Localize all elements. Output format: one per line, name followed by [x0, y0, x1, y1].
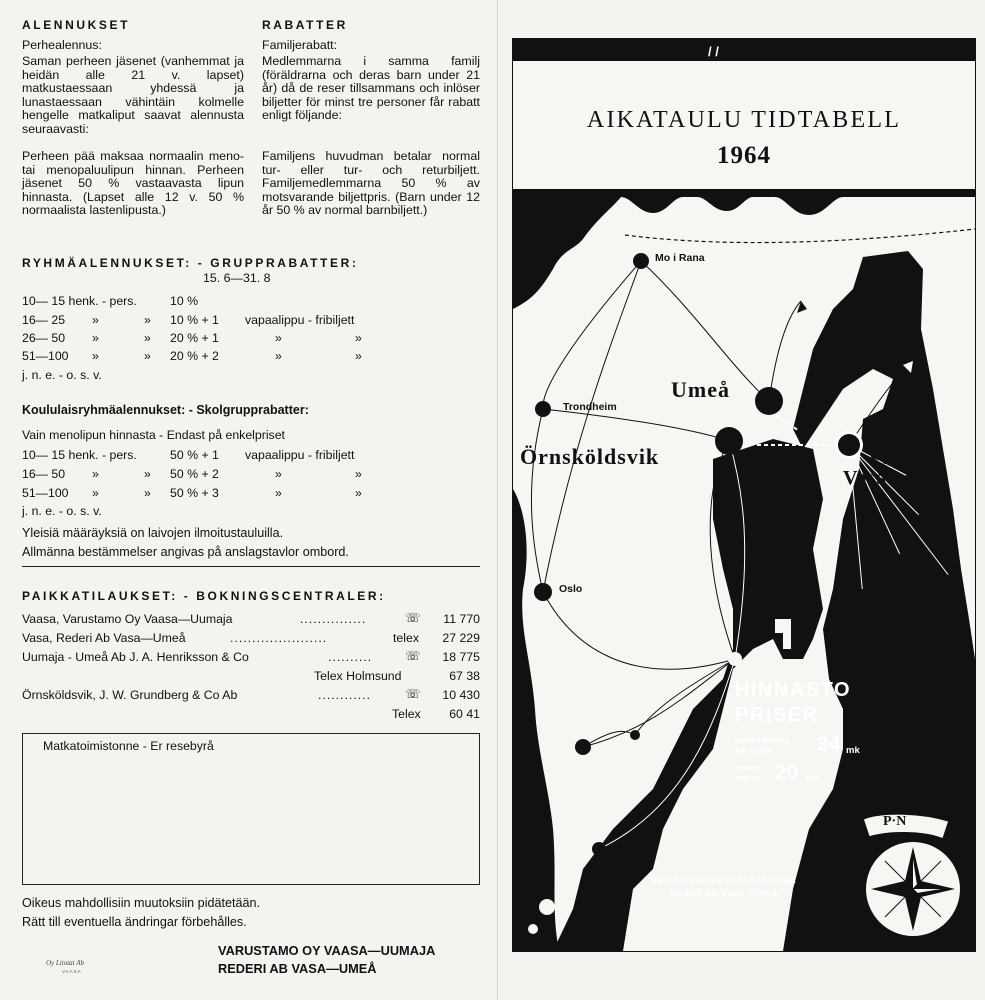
- school-row-ditto: »: [355, 486, 362, 500]
- printer-city: VAASA: [62, 969, 82, 974]
- page-fold: [497, 0, 498, 1000]
- route-map: [513, 189, 975, 951]
- group-row-ditto: »: [144, 313, 151, 327]
- school-row-extra: vapaalippu - fribiljett: [245, 448, 355, 462]
- school-row-ditto: »: [144, 467, 151, 481]
- price-title-sv: PRISER: [735, 704, 819, 726]
- return-label-sv: tur-retur: [735, 745, 773, 756]
- company-name-fi: VARUSTAMO OY VAASA—UUMAJA: [218, 943, 436, 958]
- family-discount-subheading-fi: Perhealennus:: [22, 38, 102, 52]
- group-row-rate: 10 % + 1: [170, 313, 219, 327]
- single-label-fi: meno: [735, 763, 761, 774]
- city-label-vaasa: Vaasa: [867, 444, 928, 469]
- booking-office-number: 10 430: [442, 688, 480, 702]
- school-row-rate: 50 % + 3: [170, 486, 219, 500]
- city-label-trondheim: Trondheim: [563, 401, 617, 413]
- booking-office-number: 18 775: [442, 650, 480, 664]
- cover-company-fi: Varustamo Oy Vaasa-Uumaja: [650, 874, 796, 886]
- school-row-range: 51—100: [22, 486, 69, 500]
- cover-company-sv: Rederi Ab Vasa-Umeå: [668, 887, 778, 899]
- booking-office-number: 27 229: [442, 631, 480, 645]
- booking-office-number: 60 41: [449, 707, 480, 721]
- group-row-ditto: »: [92, 349, 99, 363]
- single-price-currency: mk: [806, 773, 820, 784]
- booking-leader-dots: ...............: [300, 612, 367, 626]
- booking-office-name: Vaasa, Varustamo Oy Vaasa—Uumaja: [22, 612, 233, 626]
- city-label-ornskoldsvik: Örnsköldsvik: [520, 444, 660, 469]
- group-row-extra: vapaalippu - fribiljett: [245, 313, 355, 327]
- compass-rose-icon: [865, 841, 961, 937]
- group-row-range: 26— 50: [22, 331, 66, 345]
- booking-office-number: 11 770: [443, 612, 480, 626]
- printer-mark: Oy Litotat Ab: [46, 959, 84, 967]
- general-notice-fi: Yleisiä määräyksiä on laivojen ilmoitustauluilla.: [22, 526, 284, 540]
- family-discount-terms-fi: Perheen pää maksaa normaalin meno- tai menopaluulipun hinnan. Perheen jäsenet 50 % vastaavasta lipun hinnasta. (Lapset alle 12 v. 50 % normaalista lastenlipusta.): [22, 149, 244, 218]
- booking-leader-dots: ......................: [230, 631, 328, 645]
- school-row-ditto: »: [144, 486, 151, 500]
- school-row-ditto: »: [275, 467, 282, 481]
- group-row-rate: 20 % + 1: [170, 331, 219, 345]
- family-discount-terms-sv: Familjens huvudman betalar normal tur- eller tur- och returbiljett. Familjemedlemmarna 50 % av motsvarande biljettpris. (Barn under 12 år 50 % av normal barnbiljett.): [262, 149, 480, 218]
- phone-icon: ☏: [405, 687, 421, 701]
- section-divider: [22, 566, 480, 567]
- city-label-umea: Umeå: [671, 377, 730, 402]
- single-label-sv: enkel: [735, 773, 760, 784]
- group-etc: j. n. e. - o. s. v.: [22, 368, 102, 382]
- booking-leader-dots: ............: [318, 688, 371, 702]
- group-discount-period: 15. 6—31. 8: [203, 271, 271, 285]
- booking-office-number: 67 38: [449, 669, 480, 683]
- family-discount-text-fi: Saman perheen jäsenet (vanhemmat ja heidän alle 21 v. lapset) matkustaessaan yhdessä ja lunastaessaan vähintäin kolmelle hengelle matkaliput saavat alennusta seuraavasti:: [22, 54, 244, 136]
- group-row-range: 51—100: [22, 349, 69, 363]
- discounts-heading-sv: RABATTER: [262, 18, 348, 32]
- booking-office-name: Vasa, Rederi Ab Vasa—Umeå: [22, 631, 186, 645]
- cover-year: 1964: [717, 142, 771, 169]
- group-row-ditto: »: [144, 331, 151, 345]
- booking-heading: PAIKKATILAUKSET: - BOKNINGSCENTRALER:: [22, 589, 386, 603]
- group-discounts-heading: RYHMÄALENNUKSET: - GRUPPRABATTER:: [22, 256, 359, 270]
- school-etc: j. n. e. - o. s. v.: [22, 504, 102, 518]
- booking-leader-dots: ..........: [328, 650, 373, 664]
- shipping-line-logo: P·N: [883, 814, 907, 829]
- group-row-rate: 20 % + 2: [170, 349, 219, 363]
- return-label-fi: meno-paluu: [735, 735, 789, 746]
- phone-icon: ☏: [405, 649, 421, 663]
- phone-icon: ☏: [405, 611, 421, 625]
- travel-agent-label: Matkatoimistonne - Er resebyrå: [43, 739, 214, 753]
- discounts-heading-fi: ALENNUKSET: [22, 18, 131, 32]
- rights-notice-fi: Oikeus mahdollisiin muutoksiin pidätetään.: [22, 896, 261, 910]
- school-row-ditto: »: [275, 486, 282, 500]
- booking-office-name: Telex Holmsund: [314, 669, 402, 683]
- booking-office-name: Örnsköldsvik, J. W. Grundberg & Co Ab: [22, 688, 238, 702]
- cover-title: AIKATAULU TIDTABELL: [586, 107, 902, 133]
- city-label-mo-i-rana: Mo i Rana: [655, 252, 705, 264]
- school-row-range: 10— 15 henk. - pers.: [22, 448, 137, 462]
- group-row-ditto: »: [355, 331, 362, 345]
- school-row-ditto: »: [355, 467, 362, 481]
- group-row-range: 10— 15 henk. - pers.: [22, 294, 137, 308]
- booking-office-name: Telex: [392, 707, 421, 721]
- group-row-ditto: »: [92, 313, 99, 327]
- travel-agent-stamp-box: [22, 733, 480, 885]
- cover-panel: [512, 38, 976, 952]
- group-row-ditto: »: [144, 349, 151, 363]
- general-notice-sv: Allmänna bestämmelser angivas på anslagstavlor ombord.: [22, 545, 349, 559]
- cover-top-band: [513, 39, 975, 61]
- school-row-ditto: »: [92, 486, 99, 500]
- school-discount-note: Vain menolipun hinnasta - Endast på enkelpriset: [22, 428, 285, 442]
- single-price: 20: [775, 761, 799, 784]
- group-row-range: 16— 25: [22, 313, 66, 327]
- group-row-ditto: »: [92, 331, 99, 345]
- city-label-vasa: Vasa: [843, 467, 888, 489]
- return-price-currency: mk: [846, 745, 860, 756]
- school-discounts-heading: Koululaisryhmäalennukset: - Skolgrupprabatter:: [22, 403, 309, 417]
- company-name-sv: REDERI AB VASA—UMEÅ: [218, 961, 377, 976]
- booking-office-name: Uumaja - Umeå Ab J. A. Henriksson & Co: [22, 650, 249, 664]
- group-row-rate: 10 %: [170, 294, 199, 308]
- family-discount-text-sv: Medlemmarna i samma familj (föräldrarna och deras barn under 21 år) då de reser tillsammans och inlöser biljetter för minst tre personer får rabatt enligt följande:: [262, 54, 480, 123]
- group-row-ditto: »: [275, 331, 282, 345]
- school-row-range: 16— 50: [22, 467, 66, 481]
- return-price: 34: [817, 733, 841, 756]
- school-row-ditto: »: [92, 467, 99, 481]
- rights-notice-sv: Rätt till eventuella ändringar förbehålles.: [22, 915, 247, 929]
- price-title-fi: HINNASTO: [735, 679, 852, 701]
- booking-office-kind: telex: [393, 631, 419, 645]
- family-discount-subheading-sv: Familjerabatt:: [262, 38, 338, 52]
- cover-band-mark: / /: [708, 44, 719, 59]
- group-row-ditto: »: [355, 349, 362, 363]
- city-label-oslo: Oslo: [559, 583, 583, 595]
- group-row-ditto: »: [275, 349, 282, 363]
- school-row-rate: 50 % + 2: [170, 467, 219, 481]
- school-row-rate: 50 % + 1: [170, 448, 219, 462]
